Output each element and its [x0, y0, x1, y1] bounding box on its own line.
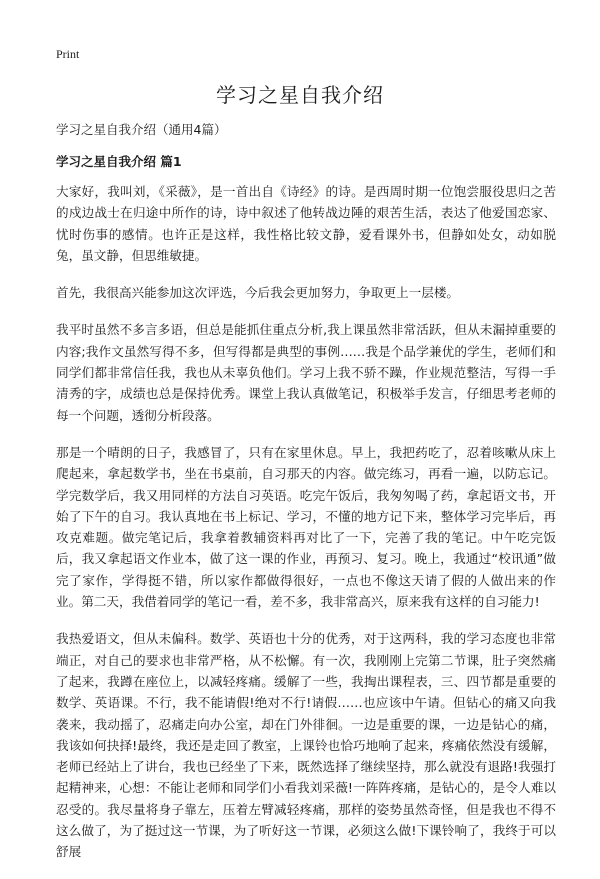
- document-subtitle: 学习之星自我介绍（通用4篇）: [56, 122, 227, 137]
- paragraph-1: 大家好，我叫刘，《采薇》，是一首出自《诗经》的诗。是西周时期一位饱尝服役思归之苦的戍边战士在归途中所作的诗，诗中叙述了他转战边陲的艰苦生活，表达了他爱国恋家、忧时伤事的感情。也许正是这样，我性格比较文静，爱看课外书，但静如处女，动如脱兔，虽文静，但思维敏捷。: [56, 184, 556, 263]
- paragraph-5: 我热爱语文，但从未偏科。数学、英语也十分的优秀，对于这两科，我的学习态度也非常端正，对自己的要求也非常严格，从不松懈。有一次，我刚刚上完第二节课，肚子突然痛了起来，我蹲在座位上，以减轻疼痛。缓解了一些，我掏出课程表，三、四节都是重要的数学、英语课。不行，我不能请假!绝对不行!请假……也应该中午请。但钻心的痛又向我袭来，我动摇了，忍痛走向办公室，却在门外徘徊。一边是重要的课，一边是钻心的痛，我该如何抉择!最终，我还是走回了教室，上课铃也恰巧地响了起来，疼痛依然没有缓解，老师已经站上了讲台，我也已经坐了下来，既然选择了继续坚持，那么就没有退路!我强打起精神来，心想：不能让老师和同学们小看我刘采薇!一阵阵疼痛，是钻心的，是令人难以忍受的。我尽量将身子靠左，压着左臂减轻疼痛，那样的姿势虽然奇怪，但是我也不得不这么做了，为了挺过这一节课，为了听好这一节课，必须这么做!下课铃响了，我终于可以舒展: [56, 631, 556, 860]
- paragraph-3: 我平时虽然不多言多语，但总是能抓住重点分析,我上课虽然非常活跃，但从未漏掉重要的内容;我作文虽然写得不多，但写得都是典型的事例……我是个品学兼优的学生，老师们和同学们都非常信任我，我也从未辜负他们。学习上我不骄不躁，作业规范整洁，写得一手清秀的字，成绩也总是保持优秀。课堂上我认真做笔记，积极举手发言，仔细思考老师的每一个问题，透彻分析段落。: [56, 322, 556, 423]
- document-body: [56, 181, 556, 879]
- section-heading: 学习之星自我介绍 篇1: [56, 154, 182, 169]
- document-title: 学习之星自我介绍: [216, 83, 384, 107]
- paragraph-4: 那是一个晴朗的日子，我感冒了，只有在家里休息。早上，我把药吃了，忍着咳嗽从床上爬起来，拿起数学书，坐在书桌前，自习那天的内容。做完练习，再看一遍，以防忘记。学完数学后，我又用同样的方法自习英语。吃完午饭后，我匆匆喝了药，拿起语文书，开始了下午的自习。我认真地在书上标记、学习，不懂的地方记下来，整体学习完毕后，再攻克难题。做完笔记后，我拿着教辅资料再对比了一下，完善了我的笔记。中午吃完饭后，我又拿起语文作业本，做了这一课的作业，再预习、复习。晚上，我通过“校讯通”做完了家作，学得挺不错，所以家作都做得很好，一点也不像这天请了假的人做出来的作业。第二天，我借着同学的笔记一看，差不多，我非常高兴，原来我有这样的自习能力!: [56, 444, 556, 610]
- paragraph-2: 首先，我很高兴能参加这次评选，今后我会更加努力，争取更上一层楼。: [56, 285, 459, 301]
- print-link[interactable]: Print: [56, 47, 80, 61]
